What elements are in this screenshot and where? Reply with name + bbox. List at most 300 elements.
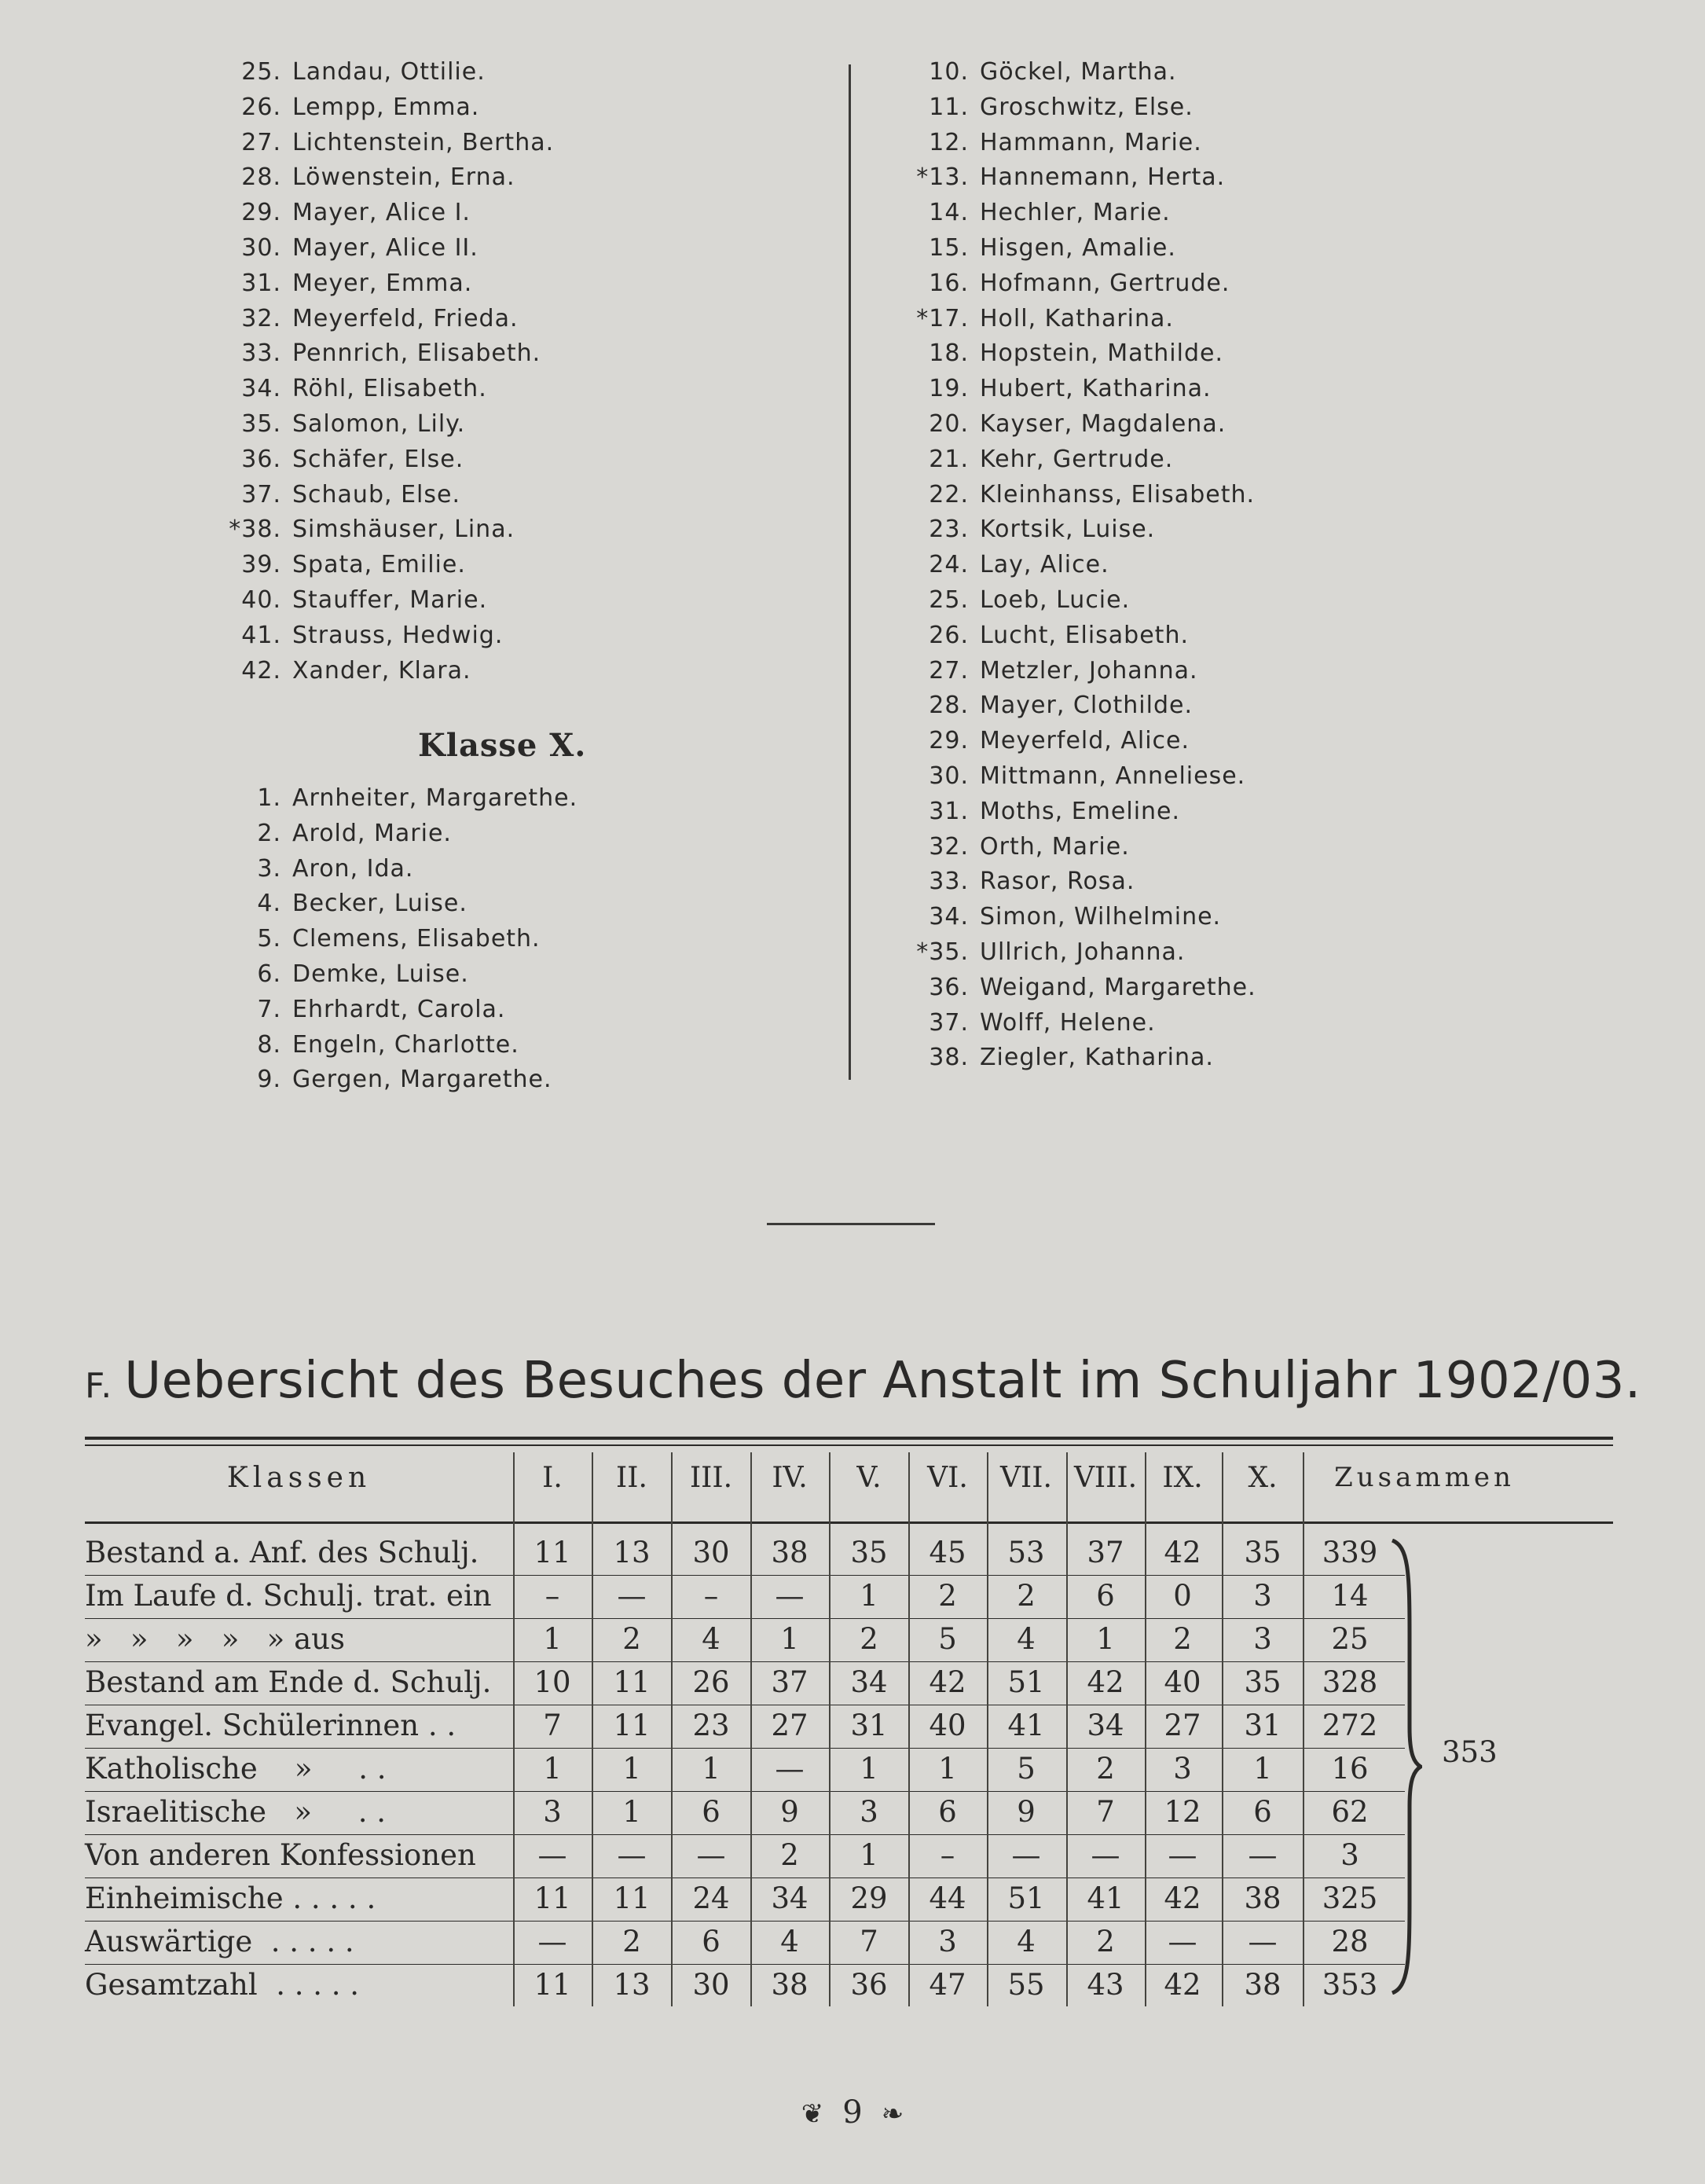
list-item-name: Mittmann, Anneliese. [980,762,1246,790]
list-item-number: 29. [241,199,281,227]
list-item [228,922,578,957]
list-item-number: 23. [929,516,969,544]
list-item-number: 21. [929,445,969,473]
list-item [915,160,1256,196]
list-item-number: 41. [241,621,281,649]
table-cell: – [703,1579,719,1613]
list-item-number: 14. [929,199,969,227]
table-cell: 42 [929,1665,966,1699]
list-item-name: Xander, Klara. [292,656,471,685]
list-item-name: Röhl, Elisabeth. [292,375,487,403]
table-column-rule [1303,1452,1304,2006]
list-item-number: 30. [241,233,281,262]
list-item-name: Hofmann, Gertrude. [980,269,1230,297]
list-item-number: 24. [929,551,969,579]
list-item-number: 29. [929,727,969,755]
table-cell: 3 [860,1795,878,1829]
table-row-label: Einheimische . . . . . [85,1881,376,1915]
ornament-left-icon: ❦ [801,2098,824,2130]
list-item [915,688,1256,724]
list-item-number: *38. [229,516,281,544]
list-item-number: 2. [257,819,281,847]
list-item-name: Metzler, Johanna. [980,656,1198,685]
table-cell: 42 [1164,1968,1201,2002]
list-item-name: Landau, Ottilie. [292,58,486,86]
list-item-number: 25. [241,58,281,86]
table-cell: 2 [780,1838,799,1872]
table-cell: — [617,1838,647,1872]
table-column-rule [513,1452,515,2006]
list-item-name: Groschwitz, Else. [980,93,1194,121]
list-item-number: 26. [241,93,281,121]
list-item [915,266,1256,302]
list-item-name: Loeb, Lucie. [980,585,1131,614]
table-cell: — [775,1752,805,1786]
table-cell: 31 [1244,1709,1282,1742]
table-row-label: Israelitische » . . [85,1795,387,1829]
table-cell: 3 [1340,1838,1359,1872]
list-item-number: 28. [241,163,281,192]
list-item [228,478,554,513]
list-item-number: 6. [257,960,281,988]
list-item [915,90,1256,126]
list-item-name: Rasor, Rosa. [980,868,1135,896]
table-column-rule [908,1452,910,2006]
table-row-label: Von anderen Konfessionen [85,1838,476,1872]
table-cell: 45 [929,1536,966,1569]
list-item [915,478,1256,513]
table-cell: 6 [1096,1579,1115,1613]
list-item-number: 32. [241,304,281,332]
list-item-name: Demke, Luise. [292,960,469,988]
list-item-name: Moths, Emeline. [980,797,1181,825]
list-item-name: Meyerfeld, Frieda. [292,304,519,332]
list-item-name: Weigand, Margarethe. [980,973,1256,1001]
table-cell: 11 [534,1881,571,1915]
name-list-left-top [228,55,554,688]
list-item-name: Ullrich, Johanna. [980,938,1186,966]
table-cell: 1 [860,1752,878,1786]
list-item-name: Hammann, Marie. [980,128,1202,156]
list-item [228,852,578,887]
list-item-name: Mayer, Alice II. [292,233,478,262]
table-cell: 47 [929,1968,966,2002]
name-list-left-bottom [228,781,578,1098]
table-column-header: V. [856,1462,882,1494]
table-cell: 53 [1007,1536,1045,1569]
list-item [915,512,1256,548]
column-divider [849,64,851,1080]
table-cell: — [1168,1838,1197,1872]
list-item [915,935,1256,971]
list-item-name: Kleinhanss, Elisabeth. [980,480,1256,508]
table-cell: — [775,1579,805,1613]
list-item-number: 10. [929,58,969,86]
table-cell: 1 [938,1752,957,1786]
table-cell: 37 [771,1665,808,1699]
table-cell: 1 [860,1579,878,1613]
table-cell: 44 [929,1881,966,1915]
table-row-label: Evangel. Schülerinnen . . [85,1709,456,1742]
list-item-name: Orth, Marie. [980,832,1130,861]
table-cell: 6 [938,1795,957,1829]
table-cell: 30 [692,1536,730,1569]
table-cell: 25 [1331,1622,1369,1656]
table-cell: 1 [543,1752,562,1786]
table-cell: 24 [692,1881,730,1915]
table-cell: 34 [850,1665,888,1699]
table-cell: 34 [1087,1709,1124,1742]
table-cell: 40 [929,1709,966,1742]
list-item-name: Löwenstein, Erna. [292,163,515,192]
list-item [915,795,1256,830]
table-cell: — [537,1925,567,1958]
table-cell: 35 [1244,1536,1282,1569]
list-item [228,55,554,90]
list-item [228,548,554,583]
table-column-header: II. [616,1462,647,1494]
list-item [915,1041,1256,1076]
list-item-number: 16. [929,269,969,297]
table-cell: 37 [1087,1536,1124,1569]
list-item-number: 35. [241,409,281,438]
table-cell: 3 [1253,1579,1272,1613]
list-item-number: 37. [929,1008,969,1037]
list-item [915,583,1256,618]
table-cell: 38 [771,1968,808,2002]
list-item-number: 7. [257,995,281,1023]
list-item-number: 8. [257,1030,281,1059]
list-item-number: 9. [257,1066,281,1094]
list-item-number: 3. [257,854,281,883]
table-cell: 1 [543,1622,562,1656]
table-column-rule [1222,1452,1223,2006]
table-cell: — [1168,1925,1197,1958]
list-item [228,886,578,922]
list-item-number: 40. [241,585,281,614]
list-item-name: Mayer, Alice I. [292,199,471,227]
table-cell: 1 [860,1838,878,1872]
table-cell: 353 [1322,1968,1378,2002]
table-cell: 4 [1017,1925,1036,1958]
table-cell: – [544,1579,560,1613]
table-row-label: » » » » » aus [85,1622,345,1656]
list-item [915,1006,1256,1041]
list-item-number: 37. [241,480,281,508]
list-item [915,548,1256,583]
list-item [228,442,554,478]
table-column-header: III. [689,1462,733,1494]
table-cell: 328 [1322,1665,1378,1699]
list-item-number: 33. [929,868,969,896]
table-cell: 7 [860,1925,878,1958]
page-footer [0,2094,1705,2131]
table-cell: 31 [850,1709,888,1742]
table-cell: 35 [850,1536,888,1569]
list-item [915,336,1256,372]
table-cell: 2 [1017,1579,1036,1613]
list-item-name: Göckel, Martha. [980,58,1177,86]
table-row-label: Katholische » . . [85,1752,387,1786]
list-item [915,618,1256,654]
list-item [915,407,1256,442]
list-item-name: Schäfer, Else. [292,445,464,473]
list-item [915,442,1256,478]
list-item-name: Hopstein, Mathilde. [980,340,1223,368]
list-item-name: Strauss, Hedwig. [292,621,504,649]
list-item-number: 18. [929,340,969,368]
table-cell: 30 [692,1968,730,2002]
list-item [228,407,554,442]
table-column-header: X. [1248,1462,1278,1494]
table-cell: 1 [780,1622,799,1656]
table-cell: 272 [1322,1709,1378,1742]
list-item-name: Kayser, Magdalena. [980,409,1226,438]
table-row-label: Bestand a. Anf. des Schulj. [85,1536,479,1569]
table-cell: 3 [1253,1622,1272,1656]
page-number: 9 [842,2094,863,2131]
list-item-number: 20. [929,409,969,438]
table-cell: 5 [1017,1752,1036,1786]
table-cell: 2 [938,1579,957,1613]
table-cell: 6 [702,1925,720,1958]
ornament-right-icon: ❧ [881,2098,904,2130]
list-item [915,196,1256,231]
list-item [915,231,1256,266]
list-item-number: 25. [929,585,969,614]
table-cell: 2 [1096,1925,1115,1958]
list-item [228,160,554,196]
table-cell: — [696,1838,726,1872]
list-item [915,302,1256,337]
list-item-number: 31. [929,797,969,825]
list-item-number: *35. [916,938,969,966]
table-cell: 26 [692,1665,730,1699]
list-item-name: Becker, Luise. [292,890,468,918]
list-item-number: 11. [929,93,969,121]
table-cell: 2 [622,1622,641,1656]
table-cell: 29 [850,1881,888,1915]
list-item-number: 31. [241,269,281,297]
list-item-number: 26. [929,621,969,649]
list-item-number: 36. [929,973,969,1001]
name-list-right [915,55,1256,1076]
table-cell: 2 [622,1925,641,1958]
list-item-number: 34. [241,375,281,403]
list-item-name: Arnheiter, Margarethe. [292,784,578,812]
table-column-rule [829,1452,830,2006]
list-item-name: Engeln, Charlotte. [292,1030,519,1059]
table-cell: 5 [938,1622,957,1656]
table-column-rule [1066,1452,1068,2006]
list-item-name: Simshäuser, Lina. [292,516,515,544]
list-item [228,90,554,126]
table-cell: 41 [1087,1881,1124,1915]
list-item-name: Clemens, Elisabeth. [292,925,541,953]
list-item [228,957,578,993]
table-top-rule [85,1437,1613,1440]
table-cell: 51 [1007,1665,1045,1699]
table-column-rule [592,1452,593,2006]
table-cell: 1 [702,1752,720,1786]
table-cell: 339 [1322,1536,1378,1569]
table-column-header: VI. [927,1462,968,1494]
list-item-name: Hechler, Marie. [980,199,1171,227]
table-cell: — [1091,1838,1120,1872]
list-item [228,126,554,161]
list-item-name: Kortsik, Luise. [980,516,1156,544]
table-cell: 7 [543,1709,562,1742]
table-cell: 3 [938,1925,957,1958]
table-cell: 42 [1164,1536,1201,1569]
list-item [228,372,554,407]
table-column-rule [987,1452,988,2006]
table-column-rule [750,1452,752,2006]
section-title-text: Uebersicht des Besuches der Anstalt im Schuljahr 1902/03. [124,1352,1641,1410]
table-cell: 4 [780,1925,799,1958]
list-item-number: 5. [257,925,281,953]
list-item [228,781,578,817]
table-cell: 3 [1173,1752,1192,1786]
table-cell: 11 [613,1881,651,1915]
list-item-name: Meyerfeld, Alice. [980,727,1190,755]
table-column-header: IX. [1162,1462,1203,1494]
list-item-number: 39. [241,551,281,579]
list-item-name: Aron, Ida. [292,854,414,883]
list-item-name: Kehr, Gertrude. [980,445,1174,473]
list-item [228,336,554,372]
section-title [85,1352,1641,1410]
table-cell: 23 [692,1709,730,1742]
table-cell: – [940,1838,955,1872]
list-item-name: Arold, Marie. [292,819,452,847]
table-cell: 38 [1244,1968,1282,2002]
list-item-name: Schaub, Else. [292,480,460,508]
list-item-number: 34. [929,903,969,931]
list-item [228,583,554,618]
list-item-name: Wolff, Helene. [980,1008,1156,1037]
list-item [915,654,1256,689]
table-cell: 325 [1322,1881,1378,1915]
table-cell: 9 [780,1795,799,1829]
list-item [915,372,1256,407]
table-cell: 7 [1096,1795,1115,1829]
table-cell: 1 [622,1752,641,1786]
table-cell: 43 [1087,1968,1124,2002]
table-cell: 6 [1253,1795,1272,1829]
table-cell: 27 [771,1709,808,1742]
table-cell: 38 [771,1536,808,1569]
table-column-header: VIII. [1073,1462,1138,1494]
table-cell: 62 [1331,1795,1369,1829]
table-cell: 10 [534,1665,571,1699]
table-cell: 4 [1017,1622,1036,1656]
list-item-name: Ehrhardt, Carola. [292,995,506,1023]
table-cell: 12 [1164,1795,1201,1829]
table-column-header: Zusammen [1334,1462,1515,1493]
list-item-number: 30. [929,762,969,790]
table-column-rule [671,1452,673,2006]
list-item-number: 38. [929,1044,969,1072]
klasse-heading: Klasse X. [418,727,587,764]
table-cell: 51 [1007,1881,1045,1915]
section-letter: F. [85,1366,114,1406]
list-item-number: 1. [257,784,281,812]
table-row-label: Auswärtige . . . . . [85,1925,354,1958]
table-cell: 11 [534,1536,571,1569]
list-item [228,1028,578,1063]
list-item-number: *17. [916,304,969,332]
list-item-name: Simon, Wilhelmine. [980,903,1222,931]
table-cell: 1 [622,1795,641,1829]
table-row-label: Im Laufe d. Schulj. trat. ein [85,1579,492,1613]
list-item-number: 27. [929,656,969,685]
table-cell: 42 [1087,1665,1124,1699]
table-cell: — [537,1838,567,1872]
list-item [228,302,554,337]
table-cell: — [1011,1838,1041,1872]
table-column-header: IV. [772,1462,808,1494]
list-item [915,971,1256,1006]
bracket-total: 353 [1442,1735,1498,1769]
table-column-header: VII. [1000,1462,1052,1494]
list-item-number: 32. [929,832,969,861]
list-item [915,126,1256,161]
list-item-name: Hisgen, Amalie. [980,233,1176,262]
table-cell: 1 [1096,1622,1115,1656]
list-item-name: Hubert, Katharina. [980,375,1212,403]
list-item-name: Holl, Katharina. [980,304,1174,332]
table-cell: 41 [1007,1709,1045,1742]
list-item-name: Lempp, Emma. [292,93,480,121]
table-row-label: Gesamtzahl . . . . . [85,1968,360,2002]
list-item [915,724,1256,759]
table-cell: 11 [534,1968,571,2002]
list-item [228,512,554,548]
table-row-label: Bestand am Ende d. Schulj. [85,1665,492,1699]
table-cell: 13 [613,1968,651,2002]
list-item [915,55,1256,90]
table-cell: 27 [1164,1709,1201,1742]
list-item-name: Meyer, Emma. [292,269,473,297]
list-item [915,900,1256,935]
table-cell: — [1248,1925,1278,1958]
table-cell: 11 [613,1665,651,1699]
list-item [228,231,554,266]
brace-icon [1391,1539,1422,1995]
list-item-name: Stauffer, Marie. [292,585,488,614]
list-item-name: Salomon, Lily. [292,409,466,438]
list-item-number: 12. [929,128,969,156]
table-header-label: Klassen [226,1462,372,1494]
table-cell: 4 [702,1622,720,1656]
list-item-name: Hannemann, Herta. [980,163,1226,192]
list-item [228,618,554,654]
table-cell: 38 [1244,1881,1282,1915]
list-item [228,266,554,302]
list-item-number: 27. [241,128,281,156]
list-item-name: Lucht, Elisabeth. [980,621,1189,649]
table-cell: — [617,1579,647,1613]
list-item-number: 36. [241,445,281,473]
table-top-rule-thin [85,1444,1613,1446]
table-column-header: I. [542,1462,563,1494]
list-item [915,759,1256,795]
list-item-name: Lichtenstein, Bertha. [292,128,555,156]
table-cell: 34 [771,1881,808,1915]
list-item-name: Ziegler, Katharina. [980,1044,1214,1072]
list-item-name: Pennrich, Elisabeth. [292,340,541,368]
